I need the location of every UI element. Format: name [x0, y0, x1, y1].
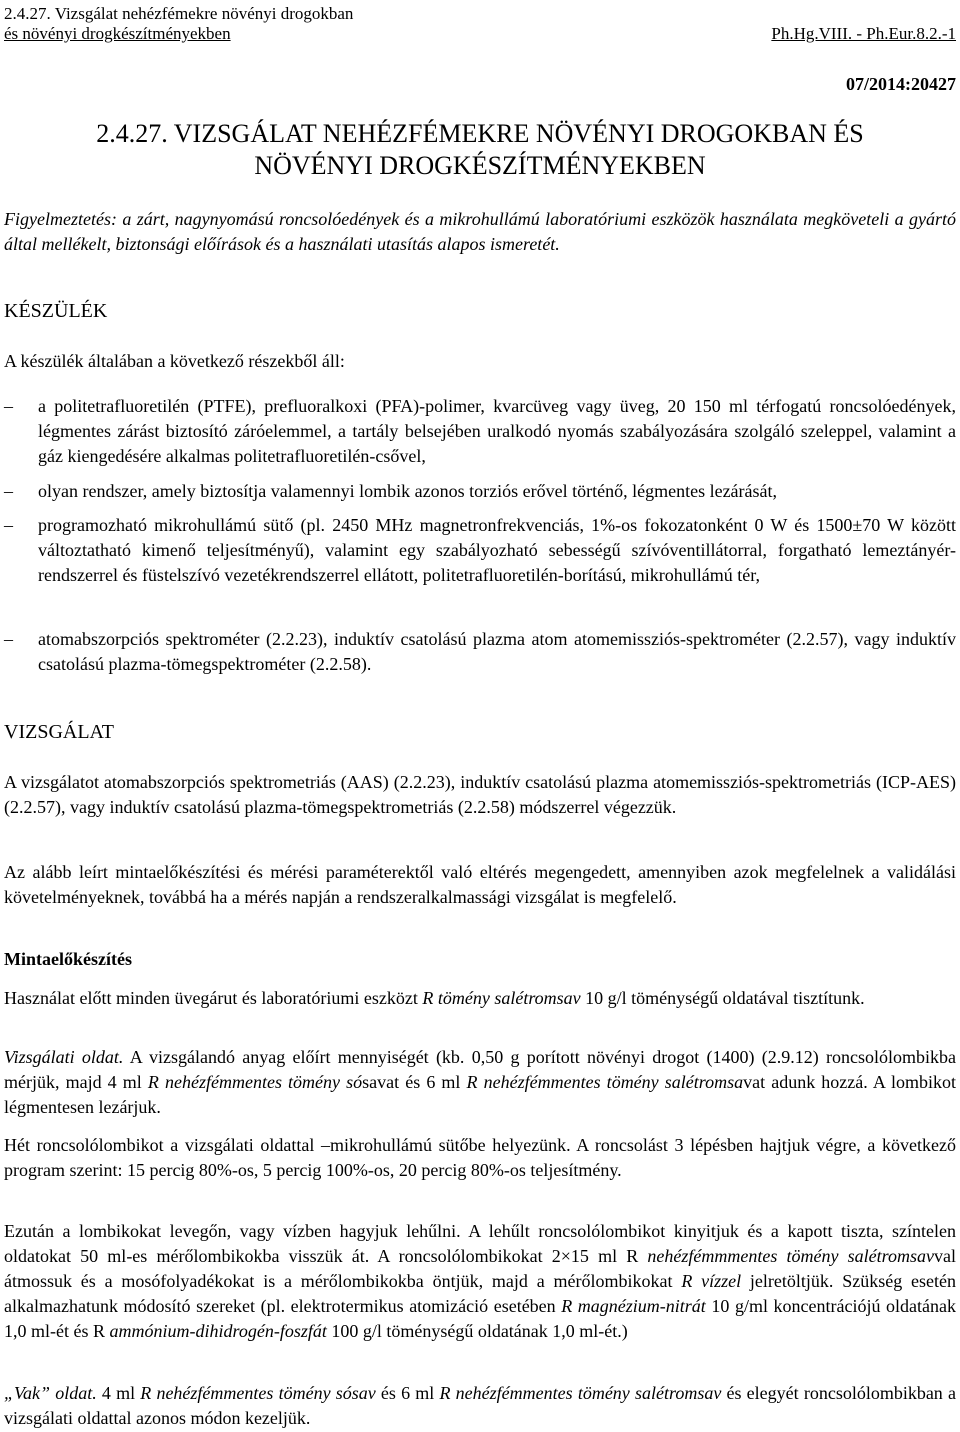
list-item-text: programozható mikrohullámú sütő (pl. 2450 MHz magnetronfrekvenciás, 1%-os fokozatonként 0 W és 1500±70 W között változtatható kimenő teljesítményű), valamint egy szabályozható sebességű szívóventillátorral, forgatható lemeztányér-rendszerrel és füstelszívó vezetékrendszerrel ellátott, politetrafluoretilén-borítású, mikrohullámú tér,	[38, 515, 956, 585]
sample-paragraph-cooling	[4, 1219, 956, 1344]
sample-paragraph-test-solution	[4, 1045, 956, 1120]
list-item-text: a politetrafluoretilén (PTFE), prefluoralkoxi (PFA)-polimer, kvarcüveg vagy üveg, 20 150 ml térfogatú roncsolóedények, légmentes zárást biztosító záróelemmel, a tartály belsejében uralkodó nyomás szabályozására szolgáló szeleppel, valamint a gáz kiengedésére alkalmas politetrafluoretilén-csővel,	[38, 396, 956, 466]
text-run: 10 g/l töménységű oldatával tisztítunk.	[580, 988, 865, 1008]
reagent-name: R nehézfémmentes tömény salétromsav	[439, 1383, 722, 1403]
reagent-name: R tömény salétromsav	[422, 988, 581, 1008]
list-dash: –	[4, 629, 13, 649]
list-item	[4, 479, 956, 504]
sample-paragraph-digestion: Hét roncsolólombikot a vizsgálati oldattal –mikrohullámú sütőbe helyezünk. A roncsolást 3 lépésben hajtjuk végre, a következő program szerint: 15 percig 80%-os, 5 percig 100%-os, 20 percig 80%-os teljesítmény.	[4, 1135, 956, 1180]
text-run: val átmossuk és a mosófolyadékokat is a mérőlombikokba öntjük, majd a mérőlombikokat	[4, 1246, 956, 1291]
reagent-name: R magnézium-nitrát	[561, 1296, 706, 1316]
text-run: Használat előtt minden üvegárut és laboratóriumi eszközt	[4, 988, 423, 1008]
test-paragraph-deviation: Az alább leírt mintaelőkészítési és mérési paraméterektől való eltérés megengedett, amennyiben azok megfelelnek a validálási követelményeknek, továbbá ha a mérés napján a rendszeralkalmassági vizsgálat is megfelelő.	[4, 862, 956, 907]
list-item	[4, 513, 956, 588]
text-run: 100 g/l töménységű oldatának 1,0 ml-ét.)	[326, 1321, 628, 1341]
test-paragraph-methods: A vizsgálatot atomabszorpciós spektrometriás (AAS) (2.2.23), induktív csatolású plazma atomemissziós-spektrometriás (ICP-AES) (2.2.57), vagy induktív csatolású plazma-tömegspektrometriás (2.2.58) módszerrel végezzük.	[4, 772, 956, 817]
running-header-edition: Ph.Hg.VIII. - Ph.Eur.8.2.-1	[771, 24, 956, 43]
list-dash: –	[4, 396, 13, 416]
reagent-name: nehézfémmmentes tömény salétromsav	[647, 1246, 934, 1266]
text-run: A vizsgálandó anyag előírt mennyiségét (kb. 0,50 g porított növényi drogot (1400) (2.9.12) roncsolólombikba mérjük, majd 4 ml	[4, 1047, 956, 1092]
text-run: 10 g/ml koncentrációjú oldatának 1,0 ml-ét és R	[4, 1296, 956, 1341]
list-item	[4, 394, 956, 469]
warning-note: Figyelmeztetés: a zárt, nagynyomású roncsolóedények és a mikrohullámú laboratóriumi eszközök használata megköveteli a gyártó által mellékelt, biztonsági előírások és a használati utasítás alapos ismeretét.	[4, 209, 956, 254]
text-run: és 6 ml	[375, 1383, 440, 1403]
reagent-name: R vízzel	[681, 1271, 742, 1291]
list-item-text: atomabszorpciós spektrométer (2.2.23), induktív csatolású plazma atom atomemissziós-spektrométer (2.2.57), vagy induktív csatolású plazma-tömegspektrométer (2.2.58).	[38, 629, 956, 674]
reagent-name: R nehézfémmentes tömény sósav	[140, 1383, 376, 1403]
monograph-reference: 07/2014:20427	[846, 74, 956, 94]
reagent-name: ammónium-dihidrogén-foszfát	[109, 1321, 327, 1341]
text-run: savat és 6 ml	[362, 1072, 467, 1092]
running-header-subtitle: és növényi drogkészítményekben	[4, 24, 231, 43]
sample-paragraph-cleaning	[4, 986, 956, 1011]
list-item	[4, 627, 956, 677]
subheading-sample-preparation: Mintaelőkészítés	[4, 949, 132, 969]
text-run: vat adunk hozzá. A lombikot légmentesen lezárjuk.	[4, 1072, 956, 1117]
text-run: és elegyét roncsolólombikban a vizsgálati oldattal azonos módon kezeljük.	[4, 1383, 956, 1428]
run-in-heading: Vizsgálati oldat.	[4, 1047, 124, 1067]
list-dash: –	[4, 515, 13, 535]
section-heading-test: VIZSGÁLAT	[4, 721, 114, 743]
sample-paragraph-blank	[4, 1381, 956, 1431]
page-title-line2: NÖVÉNYI DROGKÉSZÍTMÉNYEKBEN	[254, 151, 706, 180]
list-item-text: olyan rendszer, amely biztosítja valamennyi lombik azonos torziós erővel történő, légmentes lezárását,	[38, 481, 778, 501]
reagent-name: R nehézfémmentes tömény salétromsa	[466, 1072, 744, 1092]
running-header-title: 2.4.27. Vizsgálat nehézfémekre növényi drogokban	[4, 4, 354, 23]
text-run: jelretöltjük. Szükség esetén alkalmazhatunk módosító szereket (pl. elektrotermikus atomizáció esetében	[4, 1271, 956, 1316]
reagent-name: R nehézfémmentes tömény só	[147, 1072, 363, 1092]
running-header-line	[4, 24, 956, 44]
list-dash: –	[4, 481, 13, 501]
page-title	[0, 118, 960, 182]
apparatus-intro: A készülék általában a következő részekből áll:	[4, 351, 345, 371]
section-heading-apparatus: KÉSZÜLÉK	[4, 300, 108, 322]
run-in-heading: „Vak” oldat.	[4, 1383, 97, 1403]
page-title-line1: 2.4.27. VIZSGÁLAT NEHÉZFÉMEKRE NÖVÉNYI DROGOKBAN ÉS	[96, 119, 864, 148]
text-run: 4 ml	[96, 1383, 141, 1403]
text-run: Ezután a lombikokat levegőn, vagy vízben hagyjuk lehűlni. A lehűlt roncsolólombikot kinyitjuk és a kapott tiszta, színtelen oldatokat 50 ml-es mérőlombikokba visszük át. A roncsolólombikokat 2×15 ml R	[4, 1221, 956, 1266]
